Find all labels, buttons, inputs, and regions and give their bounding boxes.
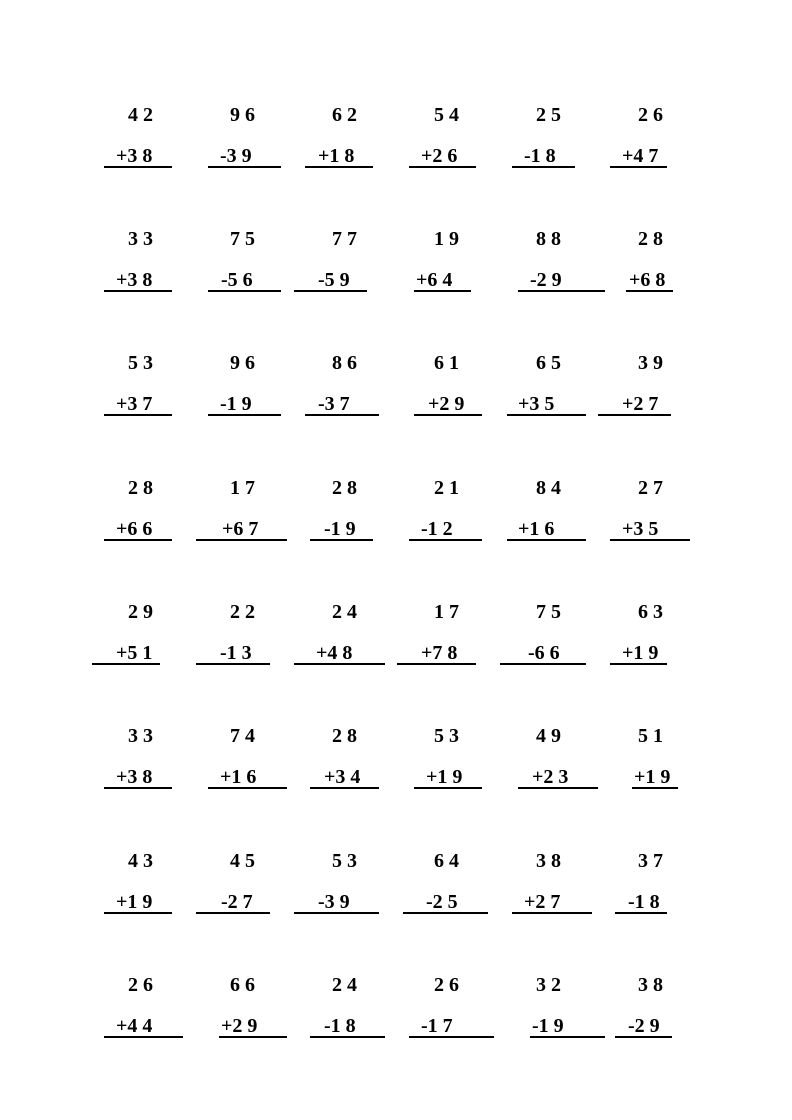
problem-bottom-operand: +1 6 xyxy=(518,518,555,540)
problem-top-number: 2 4 xyxy=(332,601,357,623)
answer-line xyxy=(414,787,482,789)
problem-bottom-operand: -1 2 xyxy=(421,518,453,540)
problem-bottom-operand: +1 6 xyxy=(220,766,257,788)
answer-line xyxy=(104,166,172,168)
problem-top-number: 2 8 xyxy=(128,477,153,499)
answer-line xyxy=(196,539,287,541)
problem-top-number: 9 6 xyxy=(230,352,255,374)
problem-top-number: 3 8 xyxy=(536,850,561,872)
answer-line xyxy=(615,1036,672,1038)
problem-bottom-operand: -5 6 xyxy=(221,269,253,291)
problem-top-number: 7 7 xyxy=(332,228,357,250)
problem-top-number: 2 5 xyxy=(536,104,561,126)
problem-top-number: 3 8 xyxy=(638,974,663,996)
problem-top-number: 1 7 xyxy=(434,601,459,623)
problem-bottom-operand: +3 8 xyxy=(116,766,153,788)
answer-line xyxy=(409,1036,494,1038)
answer-line xyxy=(92,663,160,665)
answer-line xyxy=(294,912,379,914)
answer-line xyxy=(626,290,673,292)
answer-line xyxy=(414,414,482,416)
problem-bottom-operand: +2 9 xyxy=(428,393,465,415)
answer-line xyxy=(196,663,270,665)
answer-line xyxy=(610,663,667,665)
problem-bottom-operand: -1 9 xyxy=(324,518,356,540)
problem-top-number: 5 3 xyxy=(434,725,459,747)
problem-bottom-operand: +1 9 xyxy=(116,891,153,913)
problem-top-number: 5 4 xyxy=(434,104,459,126)
answer-line xyxy=(310,1036,385,1038)
problem-top-number: 6 4 xyxy=(434,850,459,872)
problem-top-number: 3 3 xyxy=(128,725,153,747)
answer-line xyxy=(104,290,172,292)
problem-top-number: 4 2 xyxy=(128,104,153,126)
answer-line xyxy=(500,663,586,665)
problem-bottom-operand: +3 5 xyxy=(622,518,659,540)
answer-line xyxy=(507,539,586,541)
answer-line xyxy=(615,912,667,914)
problem-bottom-operand: -2 9 xyxy=(530,269,562,291)
problem-bottom-operand: -1 8 xyxy=(628,891,660,913)
problem-top-number: 3 7 xyxy=(638,850,663,872)
problem-top-number: 6 1 xyxy=(434,352,459,374)
answer-line xyxy=(598,414,671,416)
answer-line xyxy=(208,414,281,416)
problem-bottom-operand: +2 9 xyxy=(221,1015,258,1037)
answer-line xyxy=(305,166,373,168)
problem-top-number: 8 4 xyxy=(536,477,561,499)
answer-line xyxy=(414,290,471,292)
problem-top-number: 2 6 xyxy=(128,974,153,996)
problem-top-number: 2 1 xyxy=(434,477,459,499)
answer-line xyxy=(104,1036,183,1038)
problem-bottom-operand: +1 9 xyxy=(426,766,463,788)
problem-top-number: 2 6 xyxy=(434,974,459,996)
problem-top-number: 6 3 xyxy=(638,601,663,623)
problem-top-number: 2 4 xyxy=(332,974,357,996)
problem-bottom-operand: -1 3 xyxy=(220,642,252,664)
problem-top-number: 4 9 xyxy=(536,725,561,747)
problem-top-number: 4 3 xyxy=(128,850,153,872)
answer-line xyxy=(610,166,667,168)
answer-line xyxy=(409,166,476,168)
problem-bottom-operand: +6 6 xyxy=(116,518,153,540)
answer-line xyxy=(310,787,379,789)
answer-line xyxy=(104,912,172,914)
problem-bottom-operand: -2 9 xyxy=(628,1015,660,1037)
problem-bottom-operand: +7 8 xyxy=(421,642,458,664)
problem-bottom-operand: -2 7 xyxy=(221,891,253,913)
problem-bottom-operand: +4 4 xyxy=(116,1015,153,1037)
problem-top-number: 5 3 xyxy=(128,352,153,374)
problem-top-number: 7 4 xyxy=(230,725,255,747)
problem-bottom-operand: -2 5 xyxy=(426,891,458,913)
problem-bottom-operand: -3 7 xyxy=(318,393,350,415)
problem-top-number: 1 7 xyxy=(230,477,255,499)
problem-top-number: 2 6 xyxy=(638,104,663,126)
problem-top-number: 5 3 xyxy=(332,850,357,872)
problem-bottom-operand: +1 8 xyxy=(318,145,355,167)
problem-bottom-operand: +2 6 xyxy=(421,145,458,167)
answer-line xyxy=(208,290,281,292)
problem-top-number: 2 8 xyxy=(332,725,357,747)
problem-bottom-operand: +4 7 xyxy=(622,145,659,167)
problem-bottom-operand: +3 4 xyxy=(324,766,361,788)
problem-bottom-operand: +6 7 xyxy=(222,518,259,540)
answer-line xyxy=(518,290,605,292)
problem-top-number: 4 5 xyxy=(230,850,255,872)
problem-bottom-operand: -5 9 xyxy=(318,269,350,291)
problem-bottom-operand: +1 9 xyxy=(634,766,671,788)
problem-top-number: 2 9 xyxy=(128,601,153,623)
problem-bottom-operand: -3 9 xyxy=(220,145,252,167)
problem-bottom-operand: -1 9 xyxy=(220,393,252,415)
problem-bottom-operand: -1 9 xyxy=(532,1015,564,1037)
problem-top-number: 6 6 xyxy=(230,974,255,996)
answer-line xyxy=(104,787,172,789)
problem-bottom-operand: +3 8 xyxy=(116,145,153,167)
answer-line xyxy=(219,1036,287,1038)
problem-bottom-operand: -3 9 xyxy=(318,891,350,913)
answer-line xyxy=(294,663,385,665)
problem-top-number: 8 8 xyxy=(536,228,561,250)
problem-top-number: 2 8 xyxy=(332,477,357,499)
problem-bottom-operand: +6 4 xyxy=(416,269,453,291)
problem-top-number: 2 2 xyxy=(230,601,255,623)
problem-top-number: 5 1 xyxy=(638,725,663,747)
answer-line xyxy=(305,414,379,416)
answer-line xyxy=(507,414,586,416)
problem-bottom-operand: +3 8 xyxy=(116,269,153,291)
problem-bottom-operand: +4 8 xyxy=(316,642,353,664)
answer-line xyxy=(403,912,488,914)
problem-top-number: 3 3 xyxy=(128,228,153,250)
answer-line xyxy=(294,290,367,292)
answer-line xyxy=(512,912,592,914)
answer-line xyxy=(610,539,690,541)
problem-top-number: 3 2 xyxy=(536,974,561,996)
problem-top-number: 6 5 xyxy=(536,352,561,374)
problem-bottom-operand: +5 1 xyxy=(116,642,153,664)
problem-bottom-operand: +2 3 xyxy=(532,766,569,788)
problem-top-number: 7 5 xyxy=(536,601,561,623)
problem-bottom-operand: +3 7 xyxy=(116,393,153,415)
answer-line xyxy=(512,166,575,168)
answer-line xyxy=(632,787,678,789)
problem-bottom-operand: +2 7 xyxy=(622,393,659,415)
problem-top-number: 3 9 xyxy=(638,352,663,374)
answer-line xyxy=(409,539,482,541)
problem-bottom-operand: -1 8 xyxy=(524,145,556,167)
answer-line xyxy=(196,912,270,914)
answer-line xyxy=(208,787,287,789)
answer-line xyxy=(518,787,598,789)
problem-bottom-operand: +2 7 xyxy=(524,891,561,913)
problem-bottom-operand: +6 8 xyxy=(629,269,666,291)
problem-top-number: 6 2 xyxy=(332,104,357,126)
problem-bottom-operand: -1 8 xyxy=(324,1015,356,1037)
problem-bottom-operand: -1 7 xyxy=(421,1015,453,1037)
answer-line xyxy=(104,414,172,416)
problem-bottom-operand: -6 6 xyxy=(528,642,560,664)
answer-line xyxy=(530,1036,605,1038)
problem-top-number: 8 6 xyxy=(332,352,357,374)
answer-line xyxy=(208,166,281,168)
answer-line xyxy=(397,663,476,665)
answer-line xyxy=(104,539,172,541)
problem-top-number: 9 6 xyxy=(230,104,255,126)
problem-bottom-operand: +3 5 xyxy=(518,393,555,415)
problem-top-number: 7 5 xyxy=(230,228,255,250)
problem-top-number: 2 7 xyxy=(638,477,663,499)
problem-top-number: 2 8 xyxy=(638,228,663,250)
problem-top-number: 1 9 xyxy=(434,228,459,250)
problem-bottom-operand: +1 9 xyxy=(622,642,659,664)
answer-line xyxy=(310,539,373,541)
